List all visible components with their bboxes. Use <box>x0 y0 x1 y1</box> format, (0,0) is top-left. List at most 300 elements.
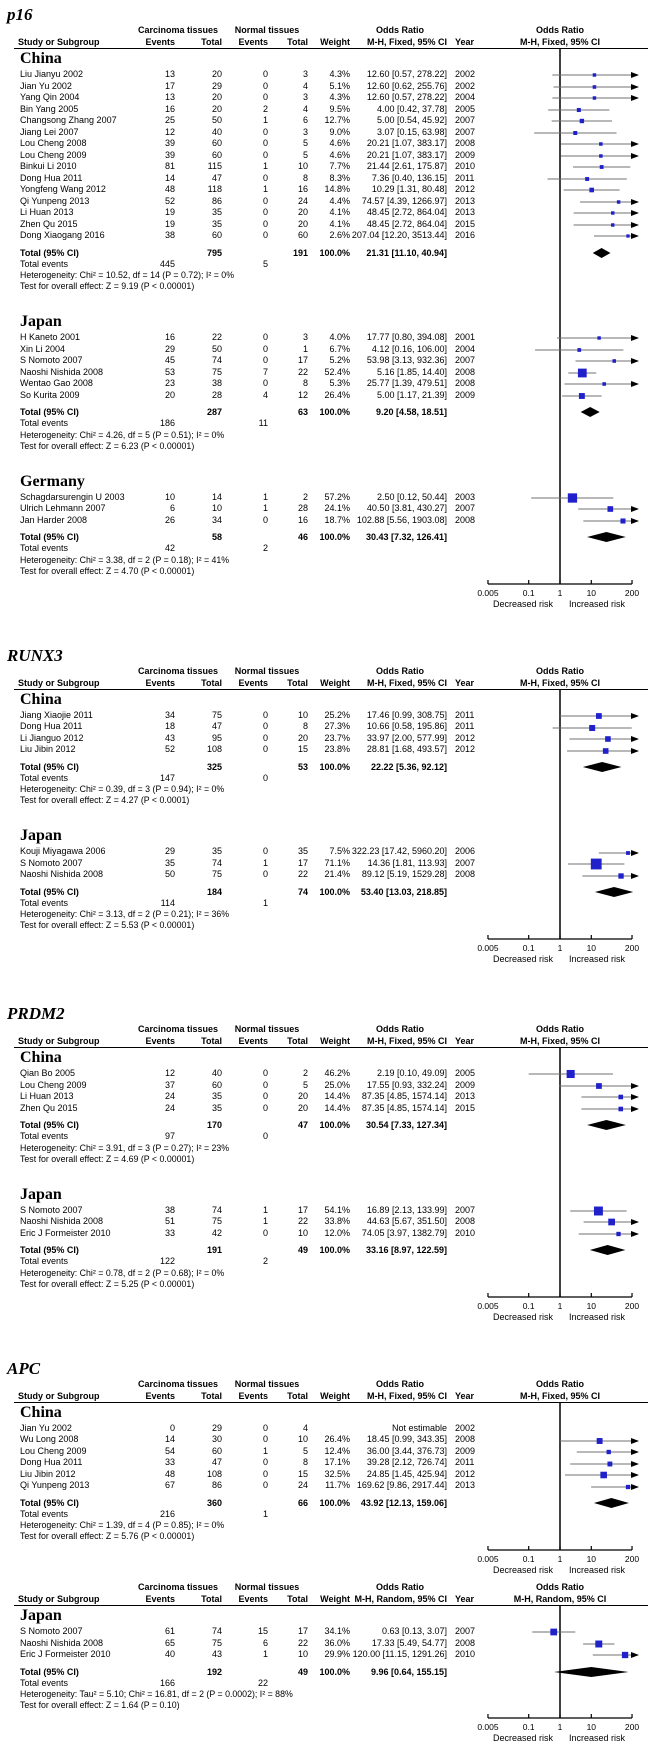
year-value: 2008 <box>455 1637 476 1648</box>
study-row <box>0 858 650 870</box>
year-value: 2008 <box>455 138 476 148</box>
total-events-carcinoma: 216 <box>159 1508 175 1519</box>
year-col-header: Year <box>455 677 475 688</box>
overall-test-row <box>0 1279 650 1290</box>
weight-value: 12.0% <box>324 1227 350 1238</box>
normal-events: 0 <box>262 1068 268 1078</box>
year-value: 2013 <box>455 1480 476 1490</box>
year-value: 2008 <box>455 378 476 388</box>
normal-total: 17 <box>297 1626 308 1636</box>
carcinoma-events: 24 <box>164 1091 175 1101</box>
study-row <box>0 104 650 116</box>
carcinoma-events: 17 <box>164 80 175 91</box>
carcinoma-events: 50 <box>164 869 175 879</box>
odds-ratio-header: Odds Ratio <box>375 1582 424 1592</box>
weight-value: 11.7% <box>325 1480 350 1490</box>
subgroup-name: Japan <box>20 1185 62 1203</box>
odds-ratio-value: 7.36 [0.40, 136.15] <box>371 172 447 183</box>
study-row <box>0 846 650 858</box>
normal-events: 0 <box>262 1480 268 1490</box>
carcinoma-total: 75 <box>211 1216 222 1226</box>
overall-test-text: Test for overall effect: Z = 5.76 (P < 0.00001) <box>20 1531 195 1541</box>
effect-col-header: M-H, Fixed, 95% CI <box>366 1390 447 1401</box>
overall-test-row <box>0 920 650 931</box>
normal-events: 0 <box>262 1468 268 1479</box>
total-normal: 53 <box>297 761 308 772</box>
odds-ratio-value: Not estimable <box>391 1422 447 1433</box>
total-weight: 100.0% <box>319 886 350 897</box>
overall-test-text: Test for overall effect: Z = 4.69 (P < 0.00001) <box>20 1153 195 1164</box>
normal-events: 0 <box>262 1102 268 1113</box>
carcinoma-total: 75 <box>211 366 222 377</box>
total-col-header: Total <box>201 37 222 47</box>
year-col-header: Year <box>455 1036 475 1046</box>
overall-test-row <box>0 281 650 292</box>
study-name: Liu Jianyu 2002 <box>20 69 84 79</box>
group-gap <box>0 292 650 312</box>
year-value: 2015 <box>455 1102 476 1113</box>
carcinoma-events: 24 <box>164 1102 175 1113</box>
normal-total: 8 <box>302 1457 308 1467</box>
study-name: Jian Yu 2002 <box>20 80 72 91</box>
study-row <box>0 515 650 527</box>
odds-ratio-value: 0.63 [0.13, 3.07] <box>381 1626 447 1636</box>
year-value: 2012 <box>455 1468 476 1479</box>
total-events-carcinoma: 166 <box>159 1677 175 1688</box>
carcinoma-total: 47 <box>211 1457 222 1467</box>
study-col-header: Study or Subgroup <box>18 1036 100 1046</box>
normal-total: 20 <box>297 1102 308 1113</box>
total-weight: 100.0% <box>319 407 350 417</box>
total-events-row <box>0 418 650 430</box>
study-name: S Nomoto 2007 <box>20 355 83 365</box>
total-weight: 100.0% <box>319 247 350 258</box>
carcinoma-total: 74 <box>211 857 222 868</box>
total-events-normal: 5 <box>262 258 268 269</box>
study-row <box>0 332 650 344</box>
carcinoma-events: 20 <box>164 389 175 400</box>
overall-test-row <box>0 1154 650 1165</box>
odds-ratio-plot-header: Odds Ratio <box>535 1378 584 1389</box>
carcinoma-total: 40 <box>211 1068 222 1078</box>
odds-ratio-value: 17.46 [0.99, 308.75] <box>366 709 447 720</box>
axis-tick-label: 200 <box>624 1301 640 1311</box>
carcinoma-events: 35 <box>164 857 175 868</box>
carcinoma-events: 13 <box>164 92 175 102</box>
header-group-row <box>0 1024 650 1035</box>
forest-panel-apc-random <box>0 1582 650 1745</box>
weight-value: 26.4% <box>324 1434 350 1444</box>
carcinoma-total: 22 <box>211 332 222 342</box>
carcinoma-events: 29 <box>164 846 175 856</box>
weight-value: 33.8% <box>324 1216 350 1226</box>
axis-area <box>0 1290 650 1324</box>
normal-events: 0 <box>262 1422 268 1433</box>
overall-test-text: Test for overall effect: Z = 5.25 (P < 0.00001) <box>20 1278 195 1289</box>
odds-ratio-value: 10.66 [0.58, 195.86] <box>366 721 447 731</box>
carcinoma-total: 35 <box>211 218 222 229</box>
total-label: Total (95% CI) <box>20 761 79 772</box>
odds-ratio-value: 14.36 [1.81, 113.93] <box>367 857 447 868</box>
normal-events: 0 <box>262 378 268 388</box>
study-name: Jiang Lei 2007 <box>20 126 79 137</box>
odds-ratio-value: 16.89 [2.13, 133.99] <box>366 1204 447 1215</box>
year-value: 2009 <box>455 1079 476 1090</box>
year-value: 2012 <box>455 732 476 743</box>
total-odds-ratio: 9.96 [0.64, 155.15] <box>370 1666 447 1677</box>
carcinoma-events: 40 <box>164 1649 175 1659</box>
carcinoma-total: 20 <box>211 92 222 102</box>
study-name: H Kaneto 2001 <box>20 332 81 342</box>
normal-total: 28 <box>297 503 308 513</box>
year-value: 2008 <box>455 1434 476 1444</box>
group-gap <box>0 1165 650 1185</box>
subgroup-china <box>0 1403 650 1543</box>
normal-events: 1 <box>262 184 268 194</box>
study-name: Liu Jibin 2012 <box>20 1468 76 1479</box>
panel-title: RUNX3 <box>7 645 63 665</box>
study-row <box>0 1638 650 1650</box>
study-row <box>0 492 650 504</box>
year-value: 2002 <box>455 1422 476 1433</box>
carcinoma-events: 23 <box>164 378 175 388</box>
year-value: 2007 <box>455 126 476 137</box>
normal-events: 0 <box>262 195 268 206</box>
total-normal: 49 <box>297 1666 308 1677</box>
weight-col-header: Weight <box>320 1390 350 1401</box>
study-row <box>0 69 650 81</box>
study-row <box>0 1434 650 1446</box>
effect-col-header: M-H, Fixed, 95% CI <box>366 677 447 688</box>
carcinoma-events: 26 <box>164 514 175 525</box>
axis-tick-label: 10 <box>586 588 597 598</box>
odds-ratio-value: 44.63 [5.67, 351.50] <box>366 1216 447 1226</box>
normal-events: 1 <box>262 1216 268 1226</box>
study-row <box>0 367 650 379</box>
odds-ratio-value: 53.98 [3.13, 932.36] <box>366 355 447 365</box>
total-odds-ratio: 53.40 [13.03, 218.85] <box>360 886 447 897</box>
carcinoma-events: 45 <box>164 355 175 365</box>
subgroup-name: Japan <box>20 313 62 330</box>
carcinoma-events: 67 <box>164 1480 175 1490</box>
overall-test-row <box>0 441 650 452</box>
total-events-row <box>0 1131 650 1143</box>
total-events-carcinoma: 186 <box>159 418 175 428</box>
total-events-label: Total events <box>20 772 69 783</box>
carcinoma-tissues-header: Carcinoma tissues <box>137 1582 219 1592</box>
normal-events: 7 <box>262 366 268 377</box>
weight-value: 4.1% <box>329 218 350 229</box>
study-row <box>0 196 650 208</box>
carcinoma-events: 34 <box>164 709 175 720</box>
total-row <box>0 531 650 543</box>
odds-ratio-value: 322.23 [17.42, 5960.20] <box>351 846 447 856</box>
study-col-header: Study or Subgroup <box>18 37 100 47</box>
study-row <box>0 744 650 756</box>
normal-events: 1 <box>262 503 268 513</box>
group-gap <box>0 806 650 826</box>
total-row <box>0 1244 650 1256</box>
study-name: Wentao Gao 2008 <box>20 378 93 388</box>
study-row <box>0 81 650 93</box>
odds-ratio-value: 12.60 [0.62, 255.76] <box>366 80 447 91</box>
normal-events: 1 <box>262 1204 268 1215</box>
heterogeneity-row <box>0 1520 650 1531</box>
heterogeneity-row <box>0 1268 650 1279</box>
overall-test-row <box>0 566 650 577</box>
normal-total: 22 <box>297 1216 308 1226</box>
study-name: Xin Li 2004 <box>20 343 66 354</box>
normal-events: 6 <box>262 1637 268 1648</box>
decreased-risk-label: Decreased risk <box>492 599 554 609</box>
total-row <box>0 1497 650 1509</box>
weight-col-header: Weight <box>320 677 350 688</box>
study-name: Lou Cheng 2008 <box>20 138 87 148</box>
carcinoma-total: 47 <box>211 172 222 183</box>
weight-col-header: Weight <box>320 1036 350 1046</box>
subgroup-japan <box>0 312 650 452</box>
normal-events: 0 <box>262 149 268 160</box>
subgroup-name-row <box>0 472 650 492</box>
study-row <box>0 355 650 367</box>
total-events-label: Total events <box>20 1677 69 1688</box>
study-name: Li Huan 2013 <box>20 1091 74 1101</box>
year-col-header: Year <box>455 1594 475 1604</box>
normal-events: 0 <box>262 1434 268 1444</box>
study-row <box>0 1480 650 1492</box>
year-value: 2010 <box>455 1227 476 1238</box>
year-value: 2007 <box>455 1204 476 1215</box>
carcinoma-total: 75 <box>211 709 222 720</box>
normal-total: 22 <box>297 1637 308 1648</box>
total-events-carcinoma: 445 <box>159 258 175 269</box>
normal-total: 5 <box>302 1445 308 1456</box>
normal-events: 1 <box>262 115 268 125</box>
carcinoma-events: 38 <box>164 1204 175 1215</box>
study-name: Naoshi Nishida 2008 <box>20 1216 104 1226</box>
normal-events: 0 <box>262 1079 268 1090</box>
normal-events: 1 <box>262 857 268 868</box>
total-col-header: Total <box>287 677 308 688</box>
normal-total: 17 <box>297 1204 308 1215</box>
weight-value: 7.7% <box>329 161 350 171</box>
study-row <box>0 150 650 162</box>
normal-events: 15 <box>257 1626 268 1636</box>
normal-total: 4 <box>302 80 308 91</box>
axis-tick-label: 0.005 <box>477 1301 499 1311</box>
study-name: Dong Xiaogang 2016 <box>20 230 105 240</box>
year-value: 2011 <box>455 721 475 731</box>
header-group-row <box>0 1582 650 1593</box>
total-events-normal: 11 <box>258 418 268 428</box>
subgroup-name-row <box>0 1606 650 1626</box>
carcinoma-total: 74 <box>211 355 222 365</box>
weight-value: 32.5% <box>324 1468 350 1479</box>
odds-ratio-header: Odds Ratio <box>375 25 424 35</box>
total-events-normal: 1 <box>262 1508 268 1519</box>
study-name: Qi Yunpeng 2013 <box>20 1480 90 1490</box>
total-odds-ratio: 30.54 [7.33, 127.34] <box>365 1120 447 1130</box>
subgroup-japan <box>0 1185 650 1290</box>
weight-value: 7.5% <box>329 846 350 856</box>
year-value: 2008 <box>455 366 476 377</box>
normal-events: 0 <box>262 869 268 879</box>
decreased-risk-label: Decreased risk <box>492 1733 554 1743</box>
study-row <box>0 1423 650 1435</box>
carcinoma-total: 35 <box>211 846 222 856</box>
total-row <box>0 1119 650 1131</box>
carcinoma-events: 52 <box>164 195 175 206</box>
normal-events: 0 <box>262 846 268 856</box>
normal-total: 24 <box>297 1480 308 1490</box>
axis-tick-label: 0.1 <box>522 942 535 953</box>
carcinoma-total: 50 <box>211 343 222 354</box>
weight-value: 27.3% <box>324 721 350 731</box>
heterogeneity-row <box>0 784 650 795</box>
normal-events: 0 <box>262 355 268 365</box>
weight-value: 12.7% <box>324 115 350 125</box>
axis-tick-label: 200 <box>624 1553 640 1564</box>
study-name: Changsong Zhang 2007 <box>20 115 117 125</box>
carcinoma-events: 43 <box>164 732 175 743</box>
study-name: Zhen Qu 2015 <box>20 218 78 229</box>
increased-risk-label: Increased risk <box>568 1733 626 1743</box>
normal-total: 5 <box>302 149 308 160</box>
odds-ratio-value: 2.50 [0.12, 50.44] <box>376 491 447 502</box>
axis-tick-label: 0.005 <box>477 1553 499 1564</box>
subgroup-name-row <box>0 1048 650 1068</box>
normal-events: 0 <box>262 721 268 731</box>
effect-col-header: M-H, Fixed, 95% CI <box>366 37 447 47</box>
normal-total: 10 <box>297 161 308 171</box>
heterogeneity-row <box>0 270 650 281</box>
normal-total: 16 <box>297 514 308 525</box>
decreased-risk-label: Decreased risk <box>492 1312 554 1322</box>
study-name: Yongfeng Wang 2012 <box>20 184 106 194</box>
total-events-normal: 0 <box>262 1131 268 1141</box>
carcinoma-events: 25 <box>164 115 175 125</box>
study-row <box>0 1205 650 1217</box>
total-carcinoma: 184 <box>206 886 222 897</box>
carcinoma-total: 86 <box>211 1480 222 1490</box>
normal-total: 10 <box>297 1649 308 1659</box>
subgroup-name-row <box>0 1403 650 1423</box>
study-name: Lou Cheng 2009 <box>20 1079 87 1090</box>
normal-events: 0 <box>262 1227 268 1238</box>
carcinoma-events: 10 <box>164 491 175 502</box>
effect-plot-header: M-H, Random, 95% CI <box>513 1594 607 1604</box>
study-row <box>0 378 650 390</box>
weight-value: 8.3% <box>329 172 350 183</box>
odds-ratio-value: 25.77 [1.39, 479.51] <box>366 378 447 388</box>
total-odds-ratio: 22.22 [5.36, 92.12] <box>370 761 447 772</box>
odds-ratio-value: 4.00 [0.42, 37.78] <box>376 103 447 114</box>
carcinoma-total: 14 <box>211 491 222 502</box>
axis-tick-label: 1 <box>557 1553 563 1564</box>
odds-ratio-value: 169.62 [9.86, 2917.44] <box>356 1480 447 1490</box>
odds-ratio-value: 20.21 [1.07, 383.17] <box>366 149 447 160</box>
total-col-header: Total <box>287 1390 308 1401</box>
carcinoma-total: 35 <box>211 207 222 217</box>
weight-value: 2.6% <box>329 230 350 240</box>
normal-events: 0 <box>262 138 268 148</box>
total-events-row <box>0 773 650 785</box>
effect-plot-header: M-H, Fixed, 95% CI <box>519 37 600 47</box>
increased-risk-label: Increased risk <box>568 1564 626 1575</box>
odds-ratio-value: 74.57 [4.39, 1266.97] <box>361 195 447 206</box>
events-col-header: Events <box>145 677 175 688</box>
normal-tissues-header: Normal tissues <box>234 665 300 676</box>
total-normal: 47 <box>297 1120 308 1130</box>
study-name: S Nomoto 2007 <box>20 1204 83 1215</box>
panel-title: APC <box>7 1358 41 1378</box>
normal-total: 35 <box>297 846 308 856</box>
subgroup-name: Japan <box>20 1607 62 1624</box>
heterogeneity-text: Heterogeneity: Chi² = 3.91, df = 3 (P = 0.27); I² = 23% <box>20 1142 230 1153</box>
table-header <box>0 666 650 690</box>
overall-test-row <box>0 795 650 806</box>
carcinoma-total: 34 <box>211 514 222 525</box>
normal-total: 8 <box>302 721 308 731</box>
odds-ratio-value: 89.12 [5.19, 1529.28] <box>361 869 447 879</box>
normal-events: 0 <box>262 1091 268 1101</box>
total-carcinoma: 191 <box>206 1245 222 1255</box>
events-col-header: Events <box>145 1036 175 1046</box>
total-odds-ratio: 30.43 [7.32, 126.41] <box>365 532 447 542</box>
axis-tick-label: 0.1 <box>522 1301 535 1311</box>
study-name: S Nomoto 2007 <box>20 1626 83 1636</box>
total-events-normal: 2 <box>262 543 268 553</box>
header-group-row <box>0 1379 650 1390</box>
weight-value: 9.0% <box>329 126 350 137</box>
normal-total: 20 <box>297 1091 308 1101</box>
carcinoma-total: 50 <box>211 115 222 125</box>
odds-ratio-value: 48.45 [2.72, 864.04] <box>366 207 447 217</box>
study-col-header: Study or Subgroup <box>18 1390 100 1401</box>
normal-tissues-header: Normal tissues <box>234 1582 300 1592</box>
carcinoma-events: 13 <box>164 69 175 79</box>
axis-area <box>0 1542 650 1576</box>
total-events-row <box>0 259 650 271</box>
weight-value: 71.1% <box>324 857 350 868</box>
total-carcinoma: 287 <box>206 407 222 417</box>
normal-events: 4 <box>262 389 268 400</box>
year-value: 2010 <box>455 161 476 171</box>
carcinoma-events: 14 <box>164 1434 175 1444</box>
year-value: 2005 <box>455 1068 476 1078</box>
year-value: 2007 <box>455 503 476 513</box>
normal-total: 15 <box>297 744 308 754</box>
normal-total: 8 <box>302 378 308 388</box>
odds-ratio-value: 12.60 [0.57, 278.22] <box>366 69 447 79</box>
study-row <box>0 344 650 356</box>
carcinoma-events: 16 <box>164 103 175 114</box>
axis-tick-label: 200 <box>624 942 640 953</box>
normal-total: 20 <box>297 732 308 743</box>
year-col-header: Year <box>455 37 475 47</box>
overall-test-text: Test for overall effect: Z = 9.19 (P < 0.00001) <box>20 281 195 291</box>
total-normal: 74 <box>297 886 308 897</box>
total-odds-ratio: 9.20 [4.58, 18.51] <box>375 407 447 417</box>
heterogeneity-row <box>0 909 650 920</box>
normal-total: 5 <box>302 138 308 148</box>
panel-title: PRDM2 <box>7 1004 65 1023</box>
year-value: 2002 <box>455 80 476 91</box>
carcinoma-events: 81 <box>164 161 175 171</box>
axis-tick-label: 200 <box>624 1722 640 1732</box>
normal-total: 16 <box>297 184 308 194</box>
normal-events: 0 <box>262 514 268 525</box>
